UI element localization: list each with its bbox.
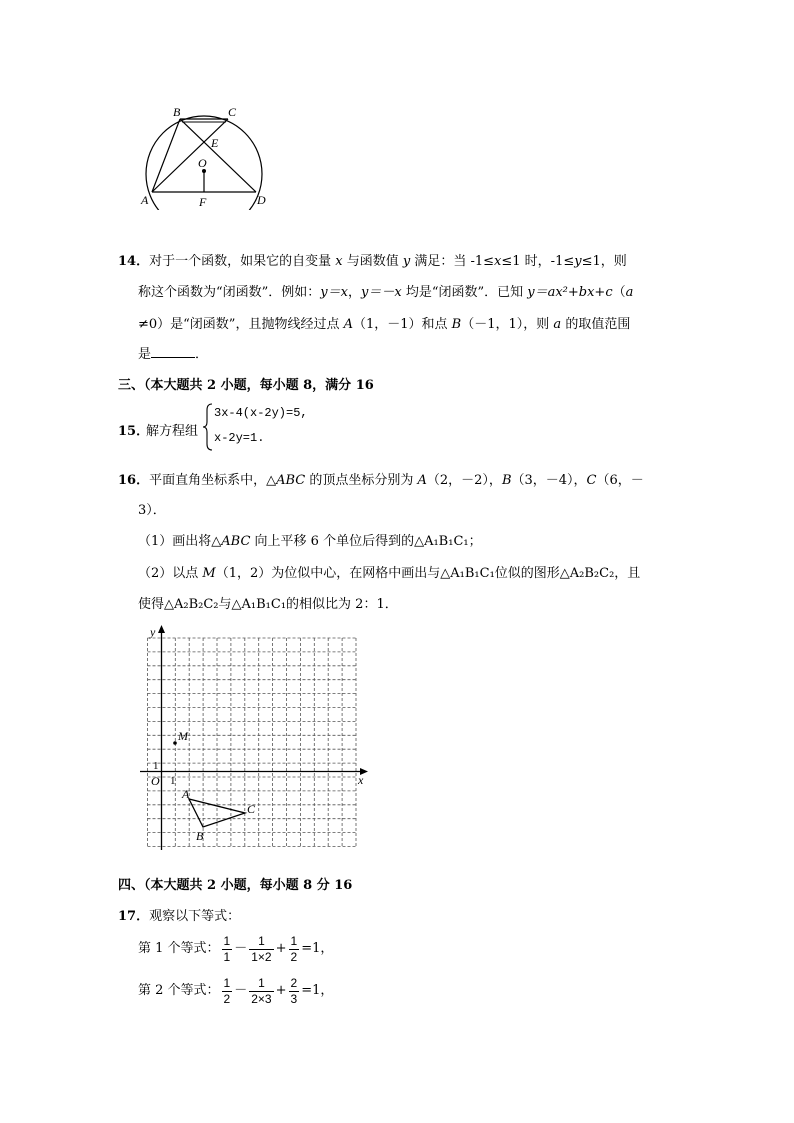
q14-line-3 [138,313,630,332]
circle-figure [135,100,280,210]
eq1-label: 第 1 个等式： [138,941,220,956]
q16-part-2b: （1，2）为位似中心，在网格中画出与△A₁B₁C₁位似的图形△A₂B₂C₂，且 [215,566,641,581]
q14-point-b: B [451,317,462,332]
eq1-end: =1， [301,941,334,956]
q16-text-1a: 平面直角坐标系中，△ [149,473,277,488]
q17-text: 观察以下等式： [149,909,241,924]
q16-number: 16． [118,473,150,488]
q17-equation-2 [138,975,333,1008]
label-b: B [173,105,181,119]
eq1-fraction-1 [222,934,233,965]
answer-blank [151,345,195,358]
q16-part-1 [138,530,482,549]
x-axis-label: x [358,773,364,787]
q17-number: 17． [118,909,150,924]
section-3-heading: 三、（本大题共 2 小题，每小题 8，满分 16 [118,378,374,393]
q14-text-3d: 的取值范围 [561,317,631,332]
system-brace [203,403,213,451]
eq2-fraction-2 [249,976,273,1007]
eq1-plus: + [275,941,287,956]
point-m [173,741,177,745]
q14-text-2b: ， [347,285,361,300]
eq1-f2-den: 1×2 [251,949,272,964]
q15-number: 15． [118,424,150,439]
q14-var-y: y [402,254,411,269]
q15-text: 解方程组 [146,424,199,439]
point-b-label: B [196,829,204,843]
eq1-fraction-2 [249,934,273,965]
q14-line-4 [138,343,208,362]
q16-point-a: A [417,473,427,488]
eq1-fraction-3 [289,934,300,965]
eq1-f1-num: 1 [223,933,231,948]
point-c-label: C [247,802,256,816]
eq2-f2-den: 2×3 [251,991,272,1006]
eq2-f3-num: 2 [290,975,298,990]
q14-formula-2: y＝－x [361,285,402,300]
q14-line-2 [138,281,633,300]
segment-ac [152,119,228,192]
q14-text-4a: 是 [138,347,152,362]
section-4-heading: 四、（本大题共 2 小题，每小题 8 分 16 [118,878,353,893]
q14-text-1b: 与函数值 [342,254,403,269]
q14-var-y2: y [574,254,582,269]
q14-var-a2: a [553,317,562,332]
q16-triangle-abc: ABC [276,473,306,488]
q16-text-1b: 的顶点坐标分别为 [305,473,418,488]
q16-part-3: 使得△A₂B₂C₂与△A₁B₁C₁的相似比为 2：1． [138,597,398,612]
eq2-label: 第 2 个等式： [138,983,220,998]
q16-point-b: B [501,473,512,488]
q14-text-2d: （ [612,285,626,300]
eq1-f3-num: 1 [290,933,298,948]
q17-equation-1 [138,933,333,966]
q15-equation-1: 3x-4(x-2y)=5, [214,406,308,420]
y-axis-label: y [150,625,156,639]
eq1-f3-den: 2 [290,949,298,964]
q16-point-c: C [586,473,597,488]
q16-part-1-abc: ABC [221,534,251,549]
q15-equation-2: x-2y=1. [214,431,265,445]
q14-line-1 [118,250,627,269]
q16-text-1c: （2，－2）， [426,473,502,488]
point-a-label: A [182,787,190,801]
eq1-f1-den: 1 [223,949,231,964]
q14-formula-1: y＝x [320,285,348,300]
label-e: E [211,136,219,150]
q14-text-1d: ≤1 时，-1≤ [501,254,575,269]
q14-var-x2: x [494,254,502,269]
label-c: C [228,105,237,119]
q14-text-2c: 均是“闭函数”．已知 [401,285,528,300]
q16-part-1a: （1）画出将△ [138,534,222,549]
q16-part-1b: 向上平移 6 个单位后得到的△A₁B₁C₁； [250,534,482,549]
q14-text-1e: ≤1，则 [581,254,627,269]
q14-text-1c: 满足：当 -1≤ [410,254,495,269]
q16-line-1 [118,469,644,488]
origin-label: O [151,774,160,788]
q16-text-1e: （6，－ [596,473,644,488]
q14-var-a: a [625,285,634,300]
q14-point-a: A [343,317,353,332]
q14-text-3c: （－1，1），则 [461,317,554,332]
eq2-plus: + [275,983,287,998]
q14-text-3b: （1，－1）和点 [352,317,452,332]
eq2-f1-den: 2 [223,991,231,1006]
grid-figure [138,622,374,852]
q16-part-2 [138,562,640,581]
unit-y-label: 1 [153,760,159,772]
label-o: O [198,156,207,170]
eq2-end: =1， [301,983,334,998]
q14-text-1a: 对于一个函数，如果它的自变量 [149,254,336,269]
unit-x-label: 1 [170,775,176,787]
eq2-fraction-3 [289,976,300,1007]
q14-number: 14． [118,254,150,269]
label-d: D [257,193,266,207]
label-f: F [199,195,207,209]
q14-text-4b: ． [195,347,209,362]
eq2-f2-num: 1 [249,976,273,992]
q16-point-m: M [202,566,216,581]
eq2-minus: － [234,983,248,998]
q17-intro [118,905,240,924]
eq1-f2-num: 1 [249,934,273,950]
label-a: A [141,193,149,207]
eq1-minus: － [234,941,248,956]
q16-text-1d: （3，－4）， [511,473,587,488]
eq2-fraction-1 [222,976,233,1007]
eq2-f3-den: 3 [290,991,298,1006]
q14-var-x: x [335,254,343,269]
point-m-label: M [178,729,188,743]
q14-formula-3: y＝ax²+bx+c [527,285,613,300]
y-axis-arrow [158,625,165,633]
q16-part-2a: （2）以点 [138,566,203,581]
eq2-f1-num: 1 [223,975,231,990]
segment-bd [180,119,256,192]
q14-text-3a: ≠0）是“闭函数”，且抛物线经过点 [138,317,344,332]
q14-text-2a: 称这个函数为“闭函数”．例如： [138,285,321,300]
q16-line-2: 3）． [138,503,166,518]
